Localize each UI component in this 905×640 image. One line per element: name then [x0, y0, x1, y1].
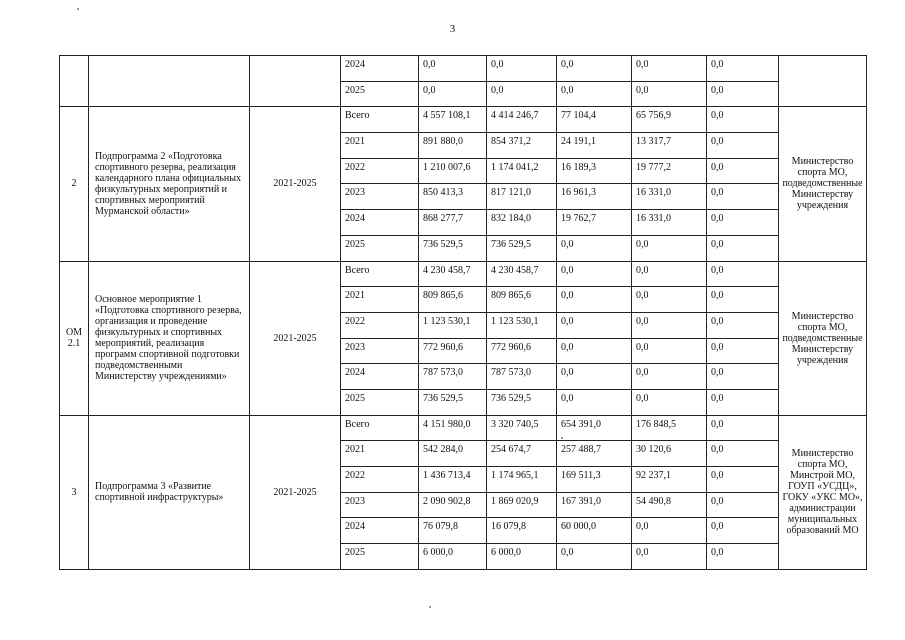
value-cell: 0,0 [557, 544, 632, 570]
value-cell: 0,0 [632, 235, 707, 261]
value-cell: 0,0 [632, 544, 707, 570]
table-row [60, 107, 867, 133]
value-cell: 2 090 902,8 [419, 492, 487, 518]
table-row [60, 56, 867, 82]
year-cell: Всего [341, 261, 419, 287]
year-cell: 2021 [341, 441, 419, 467]
value-cell: 16 331,0 [632, 184, 707, 210]
year-cell: 2024 [341, 210, 419, 236]
value-cell: 0,0 [557, 81, 632, 107]
value-cell: 19 777,2 [632, 158, 707, 184]
value-cell: 654 391,0 [557, 415, 632, 441]
value-cell: 0,0 [487, 56, 557, 82]
year-cell: 2023 [341, 338, 419, 364]
value-cell: 0,0 [707, 518, 779, 544]
value-cell: 809 865,6 [419, 287, 487, 313]
value-cell: 19 762,7 [557, 210, 632, 236]
value-cell: 54 490,8 [632, 492, 707, 518]
value-cell: 0,0 [707, 389, 779, 415]
value-cell: 0,0 [632, 56, 707, 82]
value-cell: 772 960,6 [487, 338, 557, 364]
value-cell: 868 277,7 [419, 210, 487, 236]
value-cell: 0,0 [557, 261, 632, 287]
value-cell: 854 371,2 [487, 133, 557, 159]
value-cell: 736 529,5 [419, 389, 487, 415]
value-cell: 0,0 [707, 441, 779, 467]
value-cell: 0,0 [557, 389, 632, 415]
value-cell: 0,0 [707, 107, 779, 133]
value-cell: 0,0 [707, 338, 779, 364]
value-cell: 0,0 [557, 312, 632, 338]
row-number-cell: 3 [60, 415, 89, 569]
value-cell: 0,0 [707, 467, 779, 493]
value-cell: 0,0 [707, 544, 779, 570]
value-cell: 787 573,0 [419, 364, 487, 390]
executor-cell: Министерство спорта МО, Минстрой МО, ГОУП «УСДЦ», ГОКУ «УКС МО», администрации муниципальных образований МО [779, 415, 867, 569]
value-cell: 0,0 [487, 81, 557, 107]
value-cell: 4 230 458,7 [487, 261, 557, 287]
value-cell: 0,0 [419, 56, 487, 82]
value-cell: 0,0 [707, 184, 779, 210]
program-name-cell [89, 56, 250, 107]
value-cell: 0,0 [707, 364, 779, 390]
year-cell: 2024 [341, 518, 419, 544]
value-cell: 0,0 [707, 56, 779, 82]
value-cell: 65 756,9 [632, 107, 707, 133]
row-number-cell: 2 [60, 107, 89, 261]
value-cell: 176 848,5 [632, 415, 707, 441]
value-cell: 0,0 [632, 364, 707, 390]
year-cell: 2022 [341, 312, 419, 338]
value-cell: 0,0 [632, 81, 707, 107]
executor-cell [779, 56, 867, 107]
value-cell: 0,0 [707, 415, 779, 441]
value-cell: 6 000,0 [487, 544, 557, 570]
value-cell: 0,0 [557, 287, 632, 313]
value-cell: 16 189,3 [557, 158, 632, 184]
year-cell: 2022 [341, 158, 419, 184]
value-cell: 24 191,1 [557, 133, 632, 159]
value-cell: 832 184,0 [487, 210, 557, 236]
executor-cell: Министерство спорта МО, подведомственные Министерству учреждения [779, 107, 867, 261]
value-cell: 16 331,0 [632, 210, 707, 236]
row-number-cell: ОМ 2.1 [60, 261, 89, 415]
value-cell: 772 960,6 [419, 338, 487, 364]
value-cell: 542 284,0 [419, 441, 487, 467]
table-row [60, 415, 867, 441]
value-cell: 736 529,5 [419, 235, 487, 261]
value-cell: 169 511,3 [557, 467, 632, 493]
value-cell: 1 123 530,1 [487, 312, 557, 338]
year-cell: 2025 [341, 81, 419, 107]
value-cell: 257 488,7 [557, 441, 632, 467]
value-cell: 13 317,7 [632, 133, 707, 159]
scan-speck [77, 8, 79, 10]
value-cell: 6 000,0 [419, 544, 487, 570]
value-cell: 1 436 713,4 [419, 467, 487, 493]
row-number-cell [60, 56, 89, 107]
value-cell: 0,0 [632, 389, 707, 415]
value-cell: 736 529,5 [487, 389, 557, 415]
value-cell: 76 079,8 [419, 518, 487, 544]
value-cell: 0,0 [632, 287, 707, 313]
program-name-cell: Подпрограмма 3 «Развитие спортивной инфраструктуры» [89, 415, 250, 569]
value-cell: 736 529,5 [487, 235, 557, 261]
value-cell: 0,0 [707, 133, 779, 159]
year-cell: 2021 [341, 287, 419, 313]
value-cell: 0,0 [707, 158, 779, 184]
scan-speck [561, 437, 563, 439]
year-cell: 2025 [341, 544, 419, 570]
value-cell: 850 413,3 [419, 184, 487, 210]
year-cell: Всего [341, 415, 419, 441]
value-cell: 0,0 [707, 492, 779, 518]
year-cell: 2025 [341, 235, 419, 261]
year-cell: 2022 [341, 467, 419, 493]
year-cell: 2023 [341, 492, 419, 518]
budget-table [59, 55, 867, 570]
value-cell: 60 000,0 [557, 518, 632, 544]
value-cell: 0,0 [419, 81, 487, 107]
program-name-cell: Подпрограмма 2 «Подготовка спортивного резерва, реализация календарного плана официальных физкультурных мероприятий и спортивных мероприятий Мурманской области» [89, 107, 250, 261]
value-cell: 1 123 530,1 [419, 312, 487, 338]
value-cell: 817 121,0 [487, 184, 557, 210]
year-cell: 2021 [341, 133, 419, 159]
value-cell: 0,0 [632, 338, 707, 364]
value-cell: 0,0 [557, 56, 632, 82]
value-cell: 0,0 [557, 235, 632, 261]
value-cell: 891 880,0 [419, 133, 487, 159]
value-cell: 0,0 [557, 364, 632, 390]
value-cell: 0,0 [707, 210, 779, 236]
year-cell: Всего [341, 107, 419, 133]
value-cell: 0,0 [707, 312, 779, 338]
period-cell [250, 56, 341, 107]
page-number: 3 [449, 23, 456, 35]
value-cell: 0,0 [557, 338, 632, 364]
value-cell: 0,0 [707, 81, 779, 107]
value-cell: 167 391,0 [557, 492, 632, 518]
table-row [60, 261, 867, 287]
value-cell: 30 120,6 [632, 441, 707, 467]
scan-speck [429, 606, 431, 608]
year-cell: 2024 [341, 56, 419, 82]
value-cell: 4 557 108,1 [419, 107, 487, 133]
value-cell: 1 210 007,6 [419, 158, 487, 184]
value-cell: 254 674,7 [487, 441, 557, 467]
year-cell: 2023 [341, 184, 419, 210]
period-cell: 2021-2025 [250, 261, 341, 415]
executor-cell: Министерство спорта МО, подведомственные Министерству учреждения [779, 261, 867, 415]
value-cell: 1 174 965,1 [487, 467, 557, 493]
value-cell: 809 865,6 [487, 287, 557, 313]
value-cell: 0,0 [707, 235, 779, 261]
value-cell: 0,0 [632, 312, 707, 338]
value-cell: 16 079,8 [487, 518, 557, 544]
value-cell: 0,0 [632, 518, 707, 544]
value-cell: 1 869 020,9 [487, 492, 557, 518]
value-cell: 16 961,3 [557, 184, 632, 210]
value-cell: 77 104,4 [557, 107, 632, 133]
value-cell: 4 414 246,7 [487, 107, 557, 133]
value-cell: 4 230 458,7 [419, 261, 487, 287]
value-cell: 0,0 [632, 261, 707, 287]
value-cell: 92 237,1 [632, 467, 707, 493]
program-name-cell: Основное мероприятие 1 «Подготовка спортивного резерва, организация и проведение физкультурных и спортивных мероприятий, реализация программ спортивной подготовки подведомственными Министерству учреждениями» [89, 261, 250, 415]
period-cell: 2021-2025 [250, 107, 341, 261]
value-cell: 1 174 041,2 [487, 158, 557, 184]
year-cell: 2025 [341, 389, 419, 415]
value-cell: 4 151 980,0 [419, 415, 487, 441]
value-cell: 3 320 740,5 [487, 415, 557, 441]
period-cell: 2021-2025 [250, 415, 341, 569]
value-cell: 787 573,0 [487, 364, 557, 390]
value-cell: 0,0 [707, 287, 779, 313]
value-cell: 0,0 [707, 261, 779, 287]
year-cell: 2024 [341, 364, 419, 390]
